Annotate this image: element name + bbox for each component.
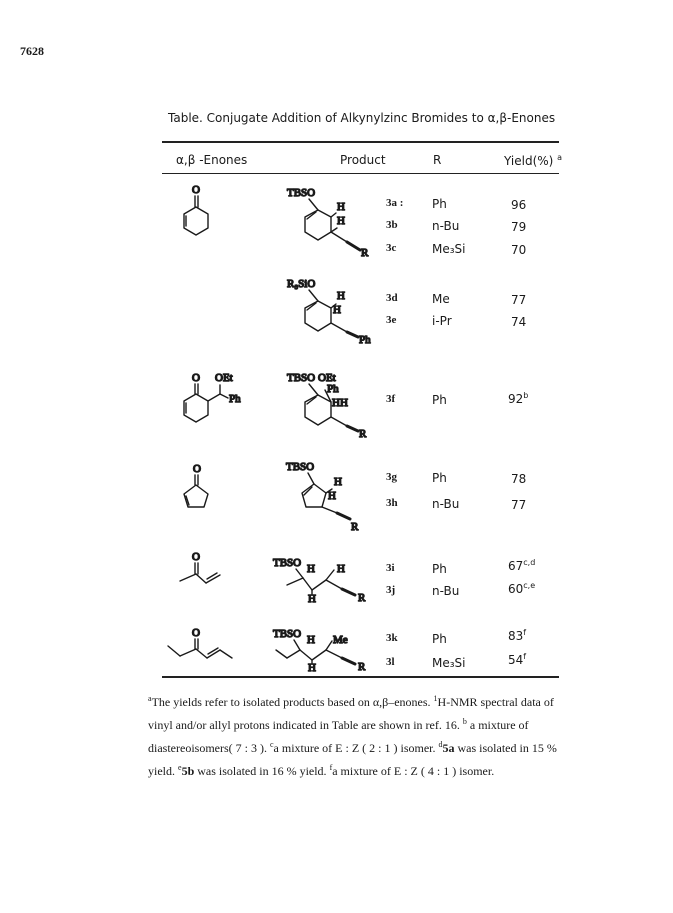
r-substituent-label: R xyxy=(361,247,369,259)
yield-footnote-mark: c,d xyxy=(523,558,536,567)
footnote-mark-c: c xyxy=(269,740,274,749)
footnote-e-text: was isolated in 16 % yield. xyxy=(194,764,330,778)
footnote-mark-f: f xyxy=(329,763,333,772)
yield-number: 79 xyxy=(511,220,527,234)
yield-footnote-mark: f xyxy=(523,628,527,637)
r-value: n-Bu xyxy=(432,219,460,233)
compound-label: 3e xyxy=(386,314,397,326)
r-value: Ph xyxy=(432,471,447,485)
footnote-d-text: was isolated in 15 % yield. xyxy=(148,741,557,778)
tbso-label: TBSO xyxy=(287,372,316,384)
h-label: H xyxy=(334,476,342,488)
compound-label: 3a : xyxy=(386,197,404,209)
r-value: Me₃Si xyxy=(432,242,466,256)
product-3a-3c-structure xyxy=(287,187,369,259)
yield-number: 83 xyxy=(508,629,524,643)
r-value: Ph xyxy=(432,632,447,646)
h-label: H xyxy=(337,215,345,227)
footnote-mark-d: d xyxy=(438,740,443,749)
oxygen-label: O xyxy=(192,551,200,563)
h-label: H xyxy=(307,563,315,575)
product-3i-3j-structure xyxy=(273,557,366,605)
r-value: Ph xyxy=(432,562,447,576)
r3sio-label: R₃SiO xyxy=(287,278,316,290)
yield-number: 67 xyxy=(508,559,524,573)
enone-3f-structure xyxy=(184,372,241,422)
yield-number: 77 xyxy=(511,498,527,512)
yield-number: 54 xyxy=(508,653,524,667)
yield-number: 78 xyxy=(511,472,527,486)
compound-label: 3g xyxy=(386,471,397,483)
h-label: H xyxy=(308,662,316,674)
header-product: Product xyxy=(340,153,386,167)
r-substituent-label: R xyxy=(351,521,359,533)
compound-label: 3c xyxy=(386,242,397,254)
cyclopentenone-structure xyxy=(184,463,208,507)
oxygen-label: O xyxy=(192,627,200,639)
yield-number: 60 xyxy=(508,582,524,596)
footnote-f-text: a mixture of E : Z ( 4 : 1 ) isomer. xyxy=(332,764,495,778)
footnote-mark-e: e xyxy=(178,763,182,772)
me-label: Me xyxy=(333,634,348,646)
compound-label: 3b xyxy=(386,219,398,231)
compound-label: 3d xyxy=(386,292,398,304)
oet-label: OEt xyxy=(318,372,336,384)
header-enones: α,β -Enones xyxy=(176,153,248,167)
h-label: H xyxy=(337,563,345,575)
footnote-mark-1: 1 xyxy=(433,694,438,703)
page-number: 7628 xyxy=(20,44,44,58)
yield-number: 70 xyxy=(511,243,527,257)
r-value: Ph xyxy=(432,393,447,407)
r-value: n-Bu xyxy=(432,584,460,598)
header-yield-footnote-mark: a xyxy=(557,153,563,162)
ph-label: Ph xyxy=(359,334,371,346)
oxygen-label: O xyxy=(192,372,200,384)
h-label: H xyxy=(308,593,316,605)
yield-footnote-mark: f xyxy=(523,652,527,661)
r-substituent-label: R xyxy=(358,661,366,673)
tbso-label: TBSO xyxy=(273,628,302,640)
h-label: H xyxy=(333,304,341,316)
yield-number: 92 xyxy=(508,392,524,406)
r-value: Ph xyxy=(432,197,447,211)
ph-label: Ph xyxy=(229,393,241,405)
oet-label: OEt xyxy=(215,372,233,384)
oxygen-label: O xyxy=(193,463,201,475)
product-3k-3l-structure xyxy=(273,628,366,674)
footnote-compound-5b: 5b xyxy=(181,764,195,778)
product-3g-3h-structure xyxy=(286,461,359,533)
footnote-mark-b: b xyxy=(462,717,467,726)
hh-label: HH xyxy=(332,397,348,409)
r-substituent-label: R xyxy=(358,592,366,604)
compound-label: 3h xyxy=(386,497,398,509)
r-value: i-Pr xyxy=(432,314,452,328)
table-title: Table. Conjugate Addition of Alkynylzinc Bromides to α,β-Enones xyxy=(168,111,556,125)
table-footnote xyxy=(148,689,568,781)
footnote-compound-5a: 5a xyxy=(442,741,455,755)
ph-label: Ph xyxy=(327,383,339,395)
compound-label: 3i xyxy=(386,562,395,574)
product-3f-structure xyxy=(287,372,367,440)
compound-label: 3k xyxy=(386,632,398,644)
tbso-label: TBSO xyxy=(286,461,315,473)
enone-3i-3j-structure xyxy=(180,551,220,583)
compound-label: 3l xyxy=(386,656,395,668)
footnote-a-text: The yields refer to isolated products based on α,β–enones. xyxy=(151,695,434,709)
r-value: Me₃Si xyxy=(432,656,466,670)
r-value: Me xyxy=(432,292,450,306)
tbso-label: TBSO xyxy=(273,557,302,569)
footnote-b-text: a mixture of diastereoisomers( 7 : 3 ). xyxy=(148,718,529,755)
cyclohexenone-structure xyxy=(184,184,208,235)
yield-number: 96 xyxy=(511,198,527,212)
h-label: H xyxy=(328,490,336,502)
h-label: H xyxy=(307,634,315,646)
footnote-mark-a: a xyxy=(148,694,152,703)
header-r: R xyxy=(433,153,442,167)
r-substituent-label: R xyxy=(359,428,367,440)
yield-footnote-mark: b xyxy=(523,391,529,400)
product-3d-3e-structure xyxy=(287,278,371,346)
h-label: H xyxy=(337,290,345,302)
header-yield-text: Yield(%) xyxy=(504,154,554,168)
yield-footnote-mark: c,e xyxy=(523,581,536,590)
tbso-label: TBSO xyxy=(287,187,316,199)
enone-3k-3l-structure xyxy=(168,627,232,658)
yield-number: 77 xyxy=(511,293,527,307)
compound-label: 3j xyxy=(386,584,396,596)
h-label: H xyxy=(337,201,345,213)
oxygen-label: O xyxy=(192,184,200,196)
compound-label: 3f xyxy=(386,393,396,405)
footnote-nmr-text: H-NMR spectral data of vinyl and/or allyl protons indicated in Table are shown in ref. 16. xyxy=(148,695,554,732)
yield-number: 74 xyxy=(511,315,527,329)
r-value: n-Bu xyxy=(432,497,460,511)
footnote-c-text: a mixture of E : Z ( 2 : 1 ) isomer. xyxy=(273,741,439,755)
